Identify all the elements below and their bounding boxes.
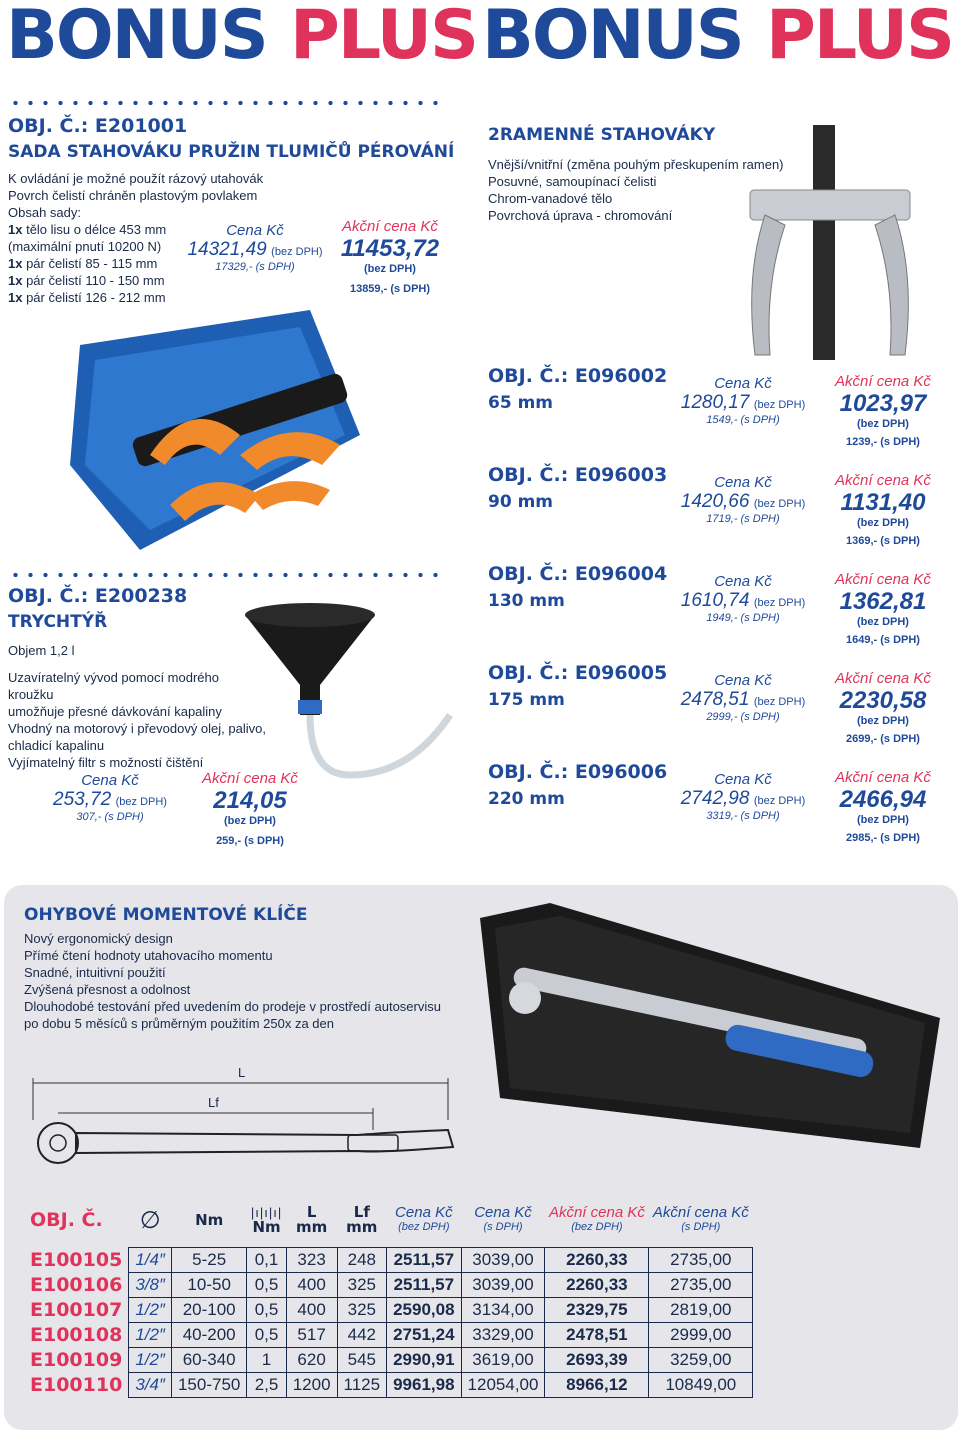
price-label: Cena Kč xyxy=(714,771,772,788)
spring-item: 1x tělo lisu o délce 453 mm xyxy=(8,222,167,237)
cell-step: 1 xyxy=(247,1348,286,1373)
header-action-price-excl xyxy=(545,1205,649,1235)
cell-price-incl: 3134,00 xyxy=(461,1298,545,1323)
puller-title: 2RAMENNÉ STAHOVÁKY xyxy=(488,125,716,145)
cell-length: 400 xyxy=(286,1273,337,1298)
header-price-note: (s DPH) xyxy=(483,1221,523,1233)
price-vat-note: (bez DPH) xyxy=(753,696,806,708)
funnel-title: TRYCHTÝŘ xyxy=(8,612,108,632)
funnel-obj-number: OBJ. Č.: E200238 xyxy=(8,585,188,607)
price-vat-note: (bez DPH) xyxy=(753,498,806,510)
cell-price-incl: 3039,00 xyxy=(461,1273,545,1298)
cell-action-excl: 2260,33 xyxy=(545,1273,649,1298)
cell-length: 400 xyxy=(286,1298,337,1323)
price-value: 14321,49 xyxy=(187,239,267,260)
torque-description xyxy=(24,930,474,1032)
torque-desc-line: Snadné, intuitivní použití xyxy=(24,965,166,980)
puller-variant xyxy=(488,761,667,809)
action-price-value: 1362,81 xyxy=(839,588,927,615)
cell-action-incl: 2999,00 xyxy=(649,1323,753,1348)
spring-regular-price xyxy=(185,222,325,273)
variant-size: 130 mm xyxy=(488,591,565,611)
funnel-action-price xyxy=(180,770,320,847)
cell-size: 1/2″ xyxy=(129,1298,172,1323)
spring-compressor-case-image xyxy=(60,305,370,555)
price-vat-note: (bez DPH) xyxy=(271,246,323,258)
variant-regular-price xyxy=(673,375,813,426)
action-price-vat-note: (bez DPH) xyxy=(857,517,909,529)
cell-step: 0,5 xyxy=(247,1273,286,1298)
cell-price-excl: 9961,98 xyxy=(387,1373,461,1398)
variant-action-price xyxy=(813,769,953,844)
variant-action-price xyxy=(813,472,953,547)
spring-item: 1x pár čelistí 126 - 212 mm xyxy=(8,290,166,305)
cell-price-excl: 2590,08 xyxy=(387,1298,461,1323)
funnel-regular-price xyxy=(40,772,180,823)
cell-code: E100105 xyxy=(30,1249,123,1271)
cell-code: E100107 xyxy=(30,1299,123,1321)
price-value: 2478,51 xyxy=(680,689,750,710)
price-with-vat: 1549,- (s DPH) xyxy=(706,414,780,426)
funnel-desc-spacer xyxy=(8,659,268,669)
banner xyxy=(0,0,960,78)
header-price-note: (bez DPH) xyxy=(571,1221,623,1233)
action-price-with-vat: 1649,- (s DPH) xyxy=(846,634,920,646)
action-price-vat-note: (bez DPH) xyxy=(364,263,416,275)
table-row xyxy=(30,1373,753,1398)
spring-desc-line: K ovládání je možné použít rázový utahovák xyxy=(8,171,264,186)
torque-desc-line: Nový ergonomický design xyxy=(24,931,173,946)
spring-item: (maximální pnutí 10200 N) xyxy=(8,239,162,254)
action-price-value: 2230,58 xyxy=(839,687,927,714)
action-price-label: Akční cena Kč xyxy=(835,769,931,786)
torque-desc-line: Přímé čtení hodnoty utahovacího momentu xyxy=(24,948,273,963)
funnel-desc-line: Vhodný na motorový i převodový olej, palivo, xyxy=(8,721,266,736)
variant-obj: OBJ. Č.: E096002 xyxy=(488,365,668,387)
cell-size: 3/8″ xyxy=(129,1273,172,1298)
table-row xyxy=(30,1298,753,1323)
puller-desc-line: Vnější/vnitřní (změna pouhým přeskupením ramen) xyxy=(488,157,784,172)
funnel-desc-line: chladicí kapalinu xyxy=(8,738,105,753)
header-length-unit: mm xyxy=(295,1218,328,1236)
header-scale-step xyxy=(247,1205,286,1235)
action-price-with-vat: 2699,- (s DPH) xyxy=(846,733,920,745)
action-price-value: 2466,94 xyxy=(839,786,927,813)
banner-plus-2: PLUS xyxy=(766,0,953,75)
cell-step: 2,5 xyxy=(247,1373,286,1398)
torque-desc-line: Dlouhodobé testování před uvedením do prodeje v prostředí autoservisu xyxy=(24,999,441,1014)
price-label: Cena Kč xyxy=(714,573,772,590)
funnel-desc-line: Uzavíratelný vývod pomocí modrého kroužku xyxy=(8,670,219,702)
action-price-vat-note: (bez DPH) xyxy=(857,616,909,628)
header-price-label: Cena Kč xyxy=(395,1204,453,1221)
cell-action-incl: 2735,00 xyxy=(649,1273,753,1298)
cell-lf: 248 xyxy=(337,1248,387,1273)
cell-length: 517 xyxy=(286,1323,337,1348)
cell-price-incl: 12054,00 xyxy=(461,1373,545,1398)
dotted-divider xyxy=(8,100,448,106)
action-price-vat-note: (bez DPH) xyxy=(857,418,909,430)
funnel-desc-line: Objem 1,2 l xyxy=(8,643,75,658)
header-price-label: Akční cena Kč xyxy=(652,1204,749,1221)
price-label: Cena Kč xyxy=(714,375,772,392)
price-label: Cena Kč xyxy=(81,772,139,789)
torque-spec-table xyxy=(30,1205,753,1398)
cell-action-incl: 10849,00 xyxy=(649,1373,753,1398)
dotted-divider xyxy=(8,572,448,578)
table-row xyxy=(30,1323,753,1348)
cell-action-incl: 2819,00 xyxy=(649,1298,753,1323)
wrench-dimension-diagram xyxy=(28,1075,468,1175)
header-length-label: L xyxy=(306,1203,317,1221)
cell-action-incl: 3259,00 xyxy=(649,1348,753,1373)
price-value: 1610,74 xyxy=(680,590,750,611)
spring-desc-line: Povrch čelistí chráněn plastovým povlakem xyxy=(8,188,258,203)
variant-obj: OBJ. Č.: E096003 xyxy=(488,464,668,486)
banner-bonus-1: BONUS xyxy=(6,0,267,75)
action-price-label: Akční cena Kč xyxy=(835,670,931,687)
variant-size: 175 mm xyxy=(488,690,565,710)
spring-title: SADA STAHOVÁKU PRUŽIN TLUMIČŮ PÉROVÁNÍ xyxy=(8,142,455,162)
spring-obj-number: OBJ. Č.: E201001 xyxy=(8,115,188,137)
header-action-price-incl xyxy=(649,1205,753,1235)
cell-range: 10-50 xyxy=(171,1273,246,1298)
variant-action-price xyxy=(813,571,953,646)
variant-regular-price xyxy=(673,672,813,723)
variant-size: 220 mm xyxy=(488,789,565,809)
variant-obj: OBJ. Č.: E096006 xyxy=(488,761,668,783)
torque-desc-line: Zvýšená přesnost a odolnost xyxy=(24,982,191,997)
table-row xyxy=(30,1248,753,1273)
puller-desc-line: Povrchová úprava - chromování xyxy=(488,208,673,223)
cell-length: 1200 xyxy=(286,1373,337,1398)
action-price-value: 1023,97 xyxy=(839,390,927,417)
cell-size: 1/2″ xyxy=(129,1323,172,1348)
spring-action-price xyxy=(320,218,460,295)
cell-price-excl: 2511,57 xyxy=(387,1273,461,1298)
variant-size: 65 mm xyxy=(488,393,554,413)
variant-obj: OBJ. Č.: E096004 xyxy=(488,563,668,585)
action-price-vat-note: (bez DPH) xyxy=(224,815,276,827)
action-price-label: Akční cena Kč xyxy=(835,373,931,390)
puller-desc-line: Posuvné, samoupínací čelisti xyxy=(488,174,657,189)
price-with-vat: 307,- (s DPH) xyxy=(76,811,144,823)
variant-action-price xyxy=(813,670,953,745)
action-price-label: Akční cena Kč xyxy=(202,770,298,787)
header-diameter: ∅ xyxy=(139,1206,161,1234)
spring-desc-line: Obsah sady: xyxy=(8,205,81,220)
cell-code: E100109 xyxy=(30,1349,123,1371)
action-price-vat-note: (bez DPH) xyxy=(857,715,909,727)
cell-action-excl: 8966,12 xyxy=(545,1373,649,1398)
price-vat-note: (bez DPH) xyxy=(115,796,167,808)
scale-icon: |ı|ı|ı| xyxy=(250,1205,283,1220)
cell-action-excl: 2260,33 xyxy=(545,1248,649,1273)
action-price-value: 1131,40 xyxy=(840,489,926,516)
cell-range: 150-750 xyxy=(171,1373,246,1398)
cell-action-excl: 2329,75 xyxy=(545,1298,649,1323)
header-lf-label: Lf xyxy=(353,1203,370,1221)
header-price-label: Akční cena Kč xyxy=(548,1204,645,1221)
torque-wrench-case-image xyxy=(470,898,955,1163)
price-label: Cena Kč xyxy=(226,222,284,239)
price-label: Cena Kč xyxy=(714,474,772,491)
action-price-label: Akční cena Kč xyxy=(835,571,931,588)
cell-lf: 442 xyxy=(337,1323,387,1348)
banner-plus-1: PLUS xyxy=(290,0,477,75)
header-price-note: (s DPH) xyxy=(681,1221,721,1233)
price-value: 1420,66 xyxy=(680,491,750,512)
cell-length: 323 xyxy=(286,1248,337,1273)
funnel-description xyxy=(8,642,268,771)
cell-price-excl: 2990,91 xyxy=(387,1348,461,1373)
table-row xyxy=(30,1348,753,1373)
price-vat-note: (bez DPH) xyxy=(753,597,806,609)
cell-price-incl: 3329,00 xyxy=(461,1323,545,1348)
header-lf xyxy=(337,1205,387,1235)
dimension-l-label: L xyxy=(238,1065,246,1080)
puller-variant xyxy=(488,563,667,611)
action-price-with-vat: 259,- (s DPH) xyxy=(216,835,284,847)
puller-variant xyxy=(488,464,667,512)
cell-size: 3/4″ xyxy=(129,1373,172,1398)
cell-lf: 545 xyxy=(337,1348,387,1373)
variant-regular-price xyxy=(673,573,813,624)
funnel-desc-line: umožňuje přesné dávkování kapaliny xyxy=(8,704,222,719)
price-value: 253,72 xyxy=(53,789,112,810)
cell-code: E100110 xyxy=(30,1374,123,1396)
action-price-with-vat: 2985,- (s DPH) xyxy=(846,832,920,844)
cell-action-incl: 2735,00 xyxy=(649,1248,753,1273)
price-with-vat: 1949,- (s DPH) xyxy=(706,612,780,624)
puller-image xyxy=(725,120,925,365)
torque-title: OHYBOVÉ MOMENTOVÉ KLÍČE xyxy=(24,905,308,925)
action-price-vat-note: (bez DPH) xyxy=(857,814,909,826)
price-with-vat: 1719,- (s DPH) xyxy=(706,513,780,525)
banner-bonus-2: BONUS xyxy=(482,0,743,75)
cell-range: 60-340 xyxy=(171,1348,246,1373)
cell-code: E100108 xyxy=(30,1324,123,1346)
action-price-value: 214,05 xyxy=(213,787,287,814)
cell-size: 1/4″ xyxy=(129,1248,172,1273)
header-nm-range: Nm xyxy=(195,1210,224,1229)
action-price-with-vat: 1239,- (s DPH) xyxy=(846,436,920,448)
header-length xyxy=(286,1205,337,1235)
puller-desc-line: Chrom-vanadové tělo xyxy=(488,191,613,206)
cell-lf: 325 xyxy=(337,1298,387,1323)
cell-range: 5-25 xyxy=(171,1248,246,1273)
price-vat-note: (bez DPH) xyxy=(753,795,806,807)
cell-range: 40-200 xyxy=(171,1323,246,1348)
action-price-label: Akční cena Kč xyxy=(835,472,931,489)
cell-price-incl: 3039,00 xyxy=(461,1248,545,1273)
header-price-note: (bez DPH) xyxy=(398,1221,450,1233)
funnel-image xyxy=(240,590,460,790)
cell-price-incl: 3619,00 xyxy=(461,1348,545,1373)
cell-action-excl: 2478,51 xyxy=(545,1323,649,1348)
variant-regular-price xyxy=(673,474,813,525)
price-value: 2742,98 xyxy=(680,788,750,809)
puller-variant xyxy=(488,662,667,710)
dimension-lf-label: Lf xyxy=(208,1095,219,1110)
price-with-vat: 3319,- (s DPH) xyxy=(706,810,780,822)
cell-step: 0,5 xyxy=(247,1298,286,1323)
variant-regular-price xyxy=(673,771,813,822)
cell-lf: 1125 xyxy=(337,1373,387,1398)
puller-variant xyxy=(488,365,667,413)
header-scale-unit: Nm xyxy=(252,1218,281,1236)
cell-code: E100106 xyxy=(30,1274,123,1296)
cell-range: 20-100 xyxy=(171,1298,246,1323)
cell-size: 1/2″ xyxy=(129,1348,172,1373)
action-price-value: 11453,72 xyxy=(340,235,440,262)
torque-desc-line: po dobu 5 měsíců s průměrným použitím 250x za den xyxy=(24,1016,334,1031)
price-label: Cena Kč xyxy=(714,672,772,689)
header-lf-unit: mm xyxy=(346,1218,378,1236)
price-vat-note: (bez DPH) xyxy=(753,399,806,411)
table-row xyxy=(30,1273,753,1298)
cell-length: 620 xyxy=(286,1348,337,1373)
action-price-with-vat: 13859,- (s DPH) xyxy=(349,283,431,295)
variant-action-price xyxy=(813,373,953,448)
cell-lf: 325 xyxy=(337,1273,387,1298)
cell-step: 0,5 xyxy=(247,1323,286,1348)
spring-item: 1x pár čelistí 85 - 115 mm xyxy=(8,256,158,271)
header-price-label: Cena Kč xyxy=(474,1204,532,1221)
header-obj: OBJ. Č. xyxy=(30,1208,103,1231)
cell-action-excl: 2693,39 xyxy=(545,1348,649,1373)
price-with-vat: 2999,- (s DPH) xyxy=(706,711,780,723)
header-price-incl xyxy=(461,1205,545,1235)
action-price-with-vat: 1369,- (s DPH) xyxy=(846,535,920,547)
cell-step: 0,1 xyxy=(247,1248,286,1273)
price-value: 1280,17 xyxy=(680,392,750,413)
action-price-label: Akční cena Kč xyxy=(342,218,438,235)
header-price-excl xyxy=(387,1205,461,1235)
cell-price-excl: 2751,24 xyxy=(387,1323,461,1348)
variant-obj: OBJ. Č.: E096005 xyxy=(488,662,668,684)
price-with-vat: 17329,- (s DPH) xyxy=(215,261,295,273)
funnel-desc-line: Vyjímatelný filtr s možností čištění xyxy=(8,755,204,770)
cell-price-excl: 2511,57 xyxy=(387,1248,461,1273)
variant-size: 90 mm xyxy=(488,492,554,512)
spring-item: 1x pár čelistí 110 - 150 mm xyxy=(8,273,165,288)
